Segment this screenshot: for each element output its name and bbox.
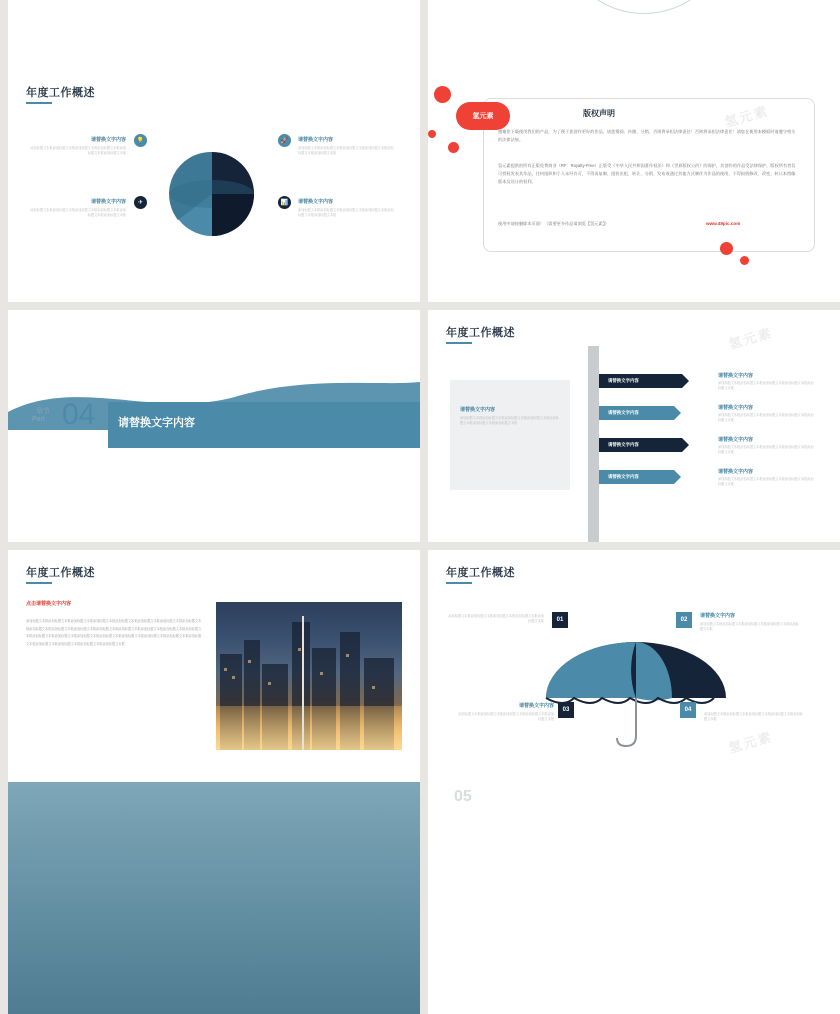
plane-icon: ✈: [134, 196, 147, 209]
number-badge: 02: [676, 612, 692, 628]
item-label: 请替换文字内容: [90, 137, 126, 143]
item-label: 请替换文字内容: [700, 613, 736, 619]
circle-outline: [558, 0, 730, 14]
section-text: 请替换文字内容: [118, 417, 195, 429]
slide-thumbnail-6[interactable]: [428, 310, 840, 542]
item-label: 请替换文字内容: [718, 437, 754, 443]
item-label: 请替换文字内容: [90, 199, 126, 205]
panel-label: 请替换文字内容: [460, 407, 496, 413]
slide-thumbnail-8[interactable]: [428, 550, 840, 782]
decor-bubble: [720, 242, 733, 255]
item-body: 添加标题文本框添加标题文本框添加标题文本框添加标题文本框添加标题文本框: [458, 712, 554, 721]
watermark: 氢元素: [727, 729, 775, 756]
arrow-item[interactable]: 请替换文字内容: [599, 438, 682, 452]
slide-thumbnail-3[interactable]: [8, 70, 420, 302]
section-label-cn: 章节: [36, 408, 50, 415]
number-badge: 03: [558, 702, 574, 718]
left-panel: [450, 380, 570, 490]
decor-number: 05: [454, 788, 472, 805]
lightbulb-icon: 💡: [134, 134, 147, 147]
body-paragraph: 添加标题文本框添加标题文本框添加标题文本框添加标题文本框添加标题文本框添加标题文本框添加标题文本框添加标题文本框添加标题文本框添加标题文本框添加标题文本框添加标题文本框添加标题文本框添加标题文本框添加标题文本框添加标题文本框添加标题文本框添加标题文本框添加标题文本框添加标题文本框添加标题文本框添加标题文本框添加标题文本框添加标题文本框添加标题文本框添加标题文本框添加标题文本框添加标题文本框: [26, 619, 202, 647]
title-underline: [26, 582, 52, 584]
item-body: 添加标题文本框添加标题文本框添加标题文本框添加标题文本框添加标题文本框添加标题文本框: [298, 146, 394, 155]
slide-thumbnail-10[interactable]: [428, 782, 840, 1014]
sphere-graphic: [156, 142, 276, 252]
decor-bubble: [740, 256, 749, 265]
rocket-icon: 🚀: [278, 134, 291, 147]
slide-thumbnail-4[interactable]: [428, 70, 840, 302]
section-label-en: Part: [32, 416, 45, 423]
page-title: 年度工作概述: [26, 87, 95, 99]
badge-hydrogen: 氢元素: [456, 102, 510, 130]
chart-icon: 📊: [278, 196, 291, 209]
panel-body: 添加标题文本框添加标题文本框添加标题文本框添加标题文本框添加标题文本框添加标题文本框添加标题文本框: [460, 416, 559, 425]
copyright-link[interactable]: www.49pic.com: [706, 221, 741, 226]
arrow-item[interactable]: 请替换文字内容: [599, 406, 674, 420]
page-title: 年度工作概述: [26, 567, 95, 579]
item-body: 添加标题文本框添加标题文本框添加标题文本框添加标题文本框添加标题文本框: [718, 477, 814, 486]
page-title: 年度工作概述: [446, 327, 515, 339]
item-label: 请替换文字内容: [718, 469, 754, 475]
decor-bubble: [428, 130, 436, 138]
arrow-item[interactable]: 请替换文字内容: [599, 374, 682, 388]
item-label: 请替换文字内容: [718, 405, 754, 411]
umbrella-icon: [536, 642, 736, 752]
decor-bubble: [448, 142, 459, 153]
item-body: 添加标题文本框添加标题文本框添加标题文本框添加标题文本框添加标题文本框: [718, 413, 814, 422]
watermark: 氢元素: [727, 325, 775, 352]
item-body: 添加标题文本框添加标题文本框添加标题文本框添加标题文本框添加标题文本框: [704, 712, 803, 721]
copyright-paragraph: 感谢您下载使用我们的产品，为了便于您创作更好的作品，请您慢阅、传播、分销，否则将承担法律责任！否则将承担法律责任！请您在使用本模板时请遵守相关的法律法规。: [498, 129, 796, 142]
page-title: 年度工作概述: [446, 567, 515, 579]
title-underline: [446, 582, 472, 584]
title-underline: [446, 342, 472, 344]
item-body: 添加标题文本框添加标题文本框添加标题文本框添加标题文本框添加标题文本框添加标题文本框: [30, 146, 126, 155]
copyright-heading: 版权声明: [583, 109, 615, 118]
item-label: 请替换文字内容: [518, 703, 554, 709]
arrow-item[interactable]: 请替换文字内容: [599, 470, 674, 484]
number-badge: 01: [552, 612, 568, 628]
item-body: 添加标题文本框添加标题文本框添加标题文本框添加标题文本框添加标题文本框添加标题文本框: [298, 208, 394, 217]
item-body: 添加标题文本框添加标题文本框添加标题文本框添加标题文本框添加标题文本框: [718, 381, 814, 390]
item-body: 添加标题文本框添加标题文本框添加标题文本框添加标题文本框添加标题文本框: [718, 445, 814, 454]
number-badge: 04: [680, 702, 696, 718]
item-body: 添加标题文本框添加标题文本框添加标题文本框添加标题文本框添加标题文本框: [448, 614, 544, 623]
city-night-photo: [216, 602, 402, 750]
copyright-paragraph: 使用中请按删除本页面！（需要更多作品请浏览【氢元素】）: [498, 221, 609, 226]
section-number: 04: [62, 398, 96, 431]
item-label: 请替换文字内容: [718, 373, 754, 379]
slide-thumbnail-7[interactable]: [8, 550, 420, 782]
decor-bubble: [434, 86, 451, 103]
item-body: 添加标题文本框添加标题文本框添加标题文本框添加标题文本框添加标题文本框添加标题文本框: [30, 208, 126, 217]
item-label: 请替换文字内容: [298, 137, 334, 143]
subtitle: 点击请替换文字内容: [26, 601, 72, 607]
title-underline: [26, 102, 52, 104]
item-body: 添加标题文本框添加标题文本框添加标题文本框添加标题文本框添加标题文本框: [700, 622, 799, 631]
item-label: 请替换文字内容: [298, 199, 334, 205]
copyright-paragraph: 氢元素提供的所有正版免费商业（RF：Royalty-Free）正版受《中华人民共和国著作权法》和《世界版权公约》的保护，其创作的作品受法律保护，版权所有者仅可授权发表其作品，任何组织和个人未经许可，不得再复制、组装出租、转让、分销、发布或通过其他方式制作为作品的使用，不得损毁修改、改变、转让本图像版本及设计的权利。: [498, 163, 796, 184]
signpost-pole: [588, 346, 599, 542]
slide-thumbnail-9[interactable]: [8, 782, 420, 1014]
slide-thumbnail-5[interactable]: [8, 310, 420, 542]
